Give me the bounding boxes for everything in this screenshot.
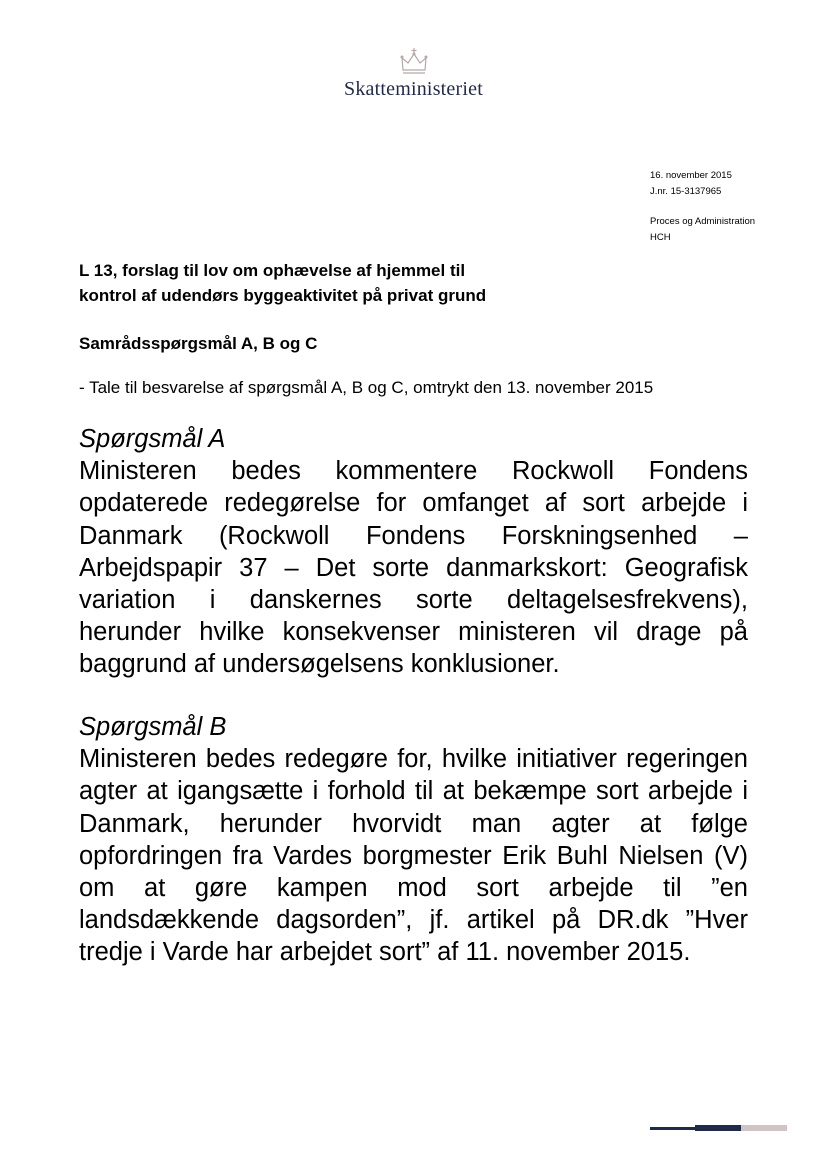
question-heading: Spørgsmål A	[79, 425, 226, 453]
footer-stripe-dark-thin	[650, 1127, 695, 1130]
speech-note: - Tale til besvarelse af spørgsmål A, B og C, omtrykt den 13. november 2015	[79, 378, 654, 397]
department-name: Proces og Administration	[650, 216, 756, 227]
document-date: 16. november 2015	[650, 170, 732, 181]
document-meta	[650, 168, 732, 200]
footer-stripe-light	[741, 1125, 787, 1131]
question-a	[79, 423, 748, 681]
question-b	[79, 711, 748, 969]
author-initials: HCH	[650, 232, 671, 243]
crown-icon	[399, 48, 429, 76]
document-subtitle: Samrådsspørgsmål A, B og C	[79, 334, 318, 353]
question-heading: Spørgsmål B	[79, 713, 227, 741]
department-meta	[650, 214, 755, 246]
question-text: Ministeren bedes kommentere Rockwoll Fondens opdaterede redegørelse for omfanget af sort arbejde i Danmark (Rockwoll Fondens Forskningsenhed – Arbejdspapir 37 – Det sorte danmarkskort: Geografisk variation i danskernes sorte deltagelsesfrekvens), herunder hvilke konsekvenser ministeren vil drage på baggrund af undersøgelsens konklusioner.	[79, 457, 748, 679]
question-text: Ministeren bedes redegøre for, hvilke initiativer regeringen agter at igangsætte i forhold til at bekæmpe sort arbejde i Danmark, herunder hvorvidt man agter at følge opfordringen fra Vardes borgmester Erik Buhl Nielsen (V) om at gøre kampen mod sort arbejde til ”en landsdækkende dagsorden”, jf. artikel på DR.dk ”Hver tredje i Varde har arbejdet sort” af 11. november 2015.	[79, 745, 748, 967]
journal-number: J.nr. 15-3137965	[650, 186, 722, 197]
document-title	[79, 258, 486, 308]
brand-name: Skatteministeriet	[344, 78, 483, 100]
title-line-1: L 13, forslag til lov om ophævelse af hjemmel til	[79, 261, 466, 280]
footer-stripe-dark	[695, 1125, 741, 1131]
title-line-2: kontrol af udendørs byggeaktivitet på privat grund	[79, 286, 487, 305]
ministry-logo	[0, 48, 827, 101]
